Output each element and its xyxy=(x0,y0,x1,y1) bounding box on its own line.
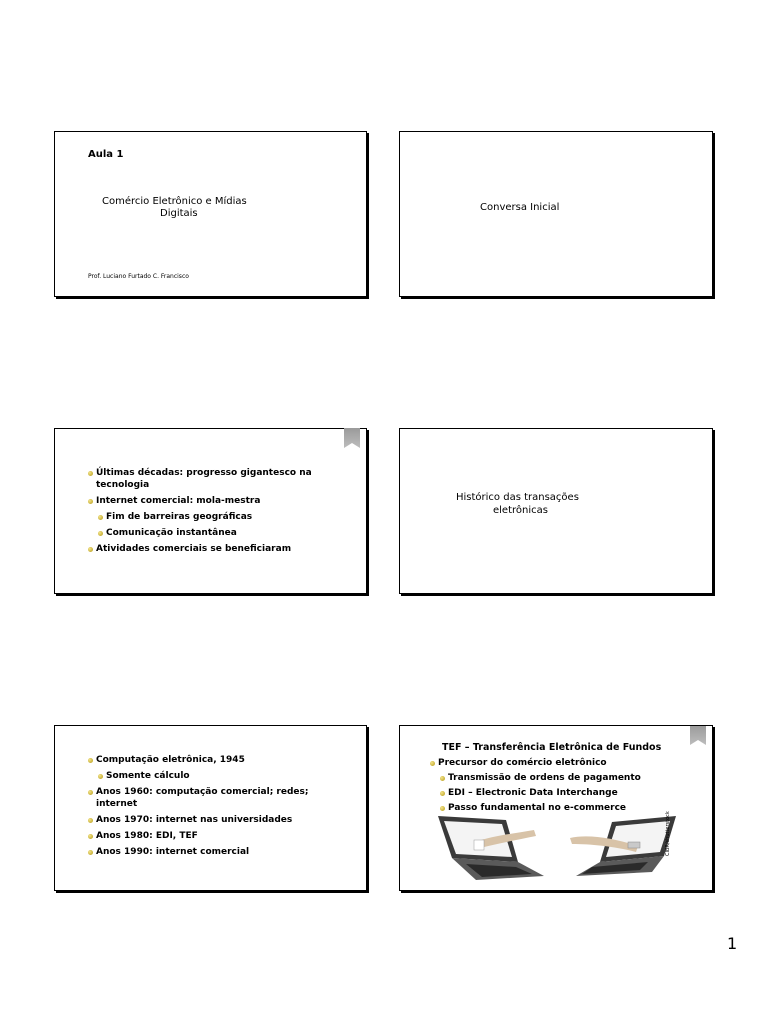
bullet-icon xyxy=(440,776,445,781)
bullet-icon xyxy=(88,547,93,552)
bullet-icon xyxy=(88,818,93,823)
list-item-continued: internet xyxy=(96,799,138,809)
bullet-icon xyxy=(440,806,445,811)
slide-conversa-inicial xyxy=(399,131,713,297)
slide-progress xyxy=(54,428,367,594)
list-item-continued: tecnologia xyxy=(96,480,150,490)
list-item: Atividades comerciais se beneficiaram xyxy=(88,543,312,555)
slide-heading-line2: eletrônicas xyxy=(493,505,548,516)
list-item: Precursor do comércio eletrônico xyxy=(430,757,641,769)
slide-timeline xyxy=(54,725,367,891)
bullet-list xyxy=(88,754,308,862)
list-item: Anos 1970: internet nas universidades xyxy=(88,814,308,826)
bullet-icon xyxy=(440,791,445,796)
image-credit: CIBR/shutterstock xyxy=(665,811,671,856)
slide-historico xyxy=(399,428,713,594)
slide-title xyxy=(54,131,367,297)
slide-tef xyxy=(399,725,713,891)
laptop-hand-left-image xyxy=(436,812,551,884)
list-item: Comunicação instantânea xyxy=(98,527,312,539)
list-item: Transmissão de ordens de pagamento xyxy=(440,772,641,784)
bullet-icon xyxy=(98,531,103,536)
bullet-icon xyxy=(98,774,103,779)
list-item: Somente cálculo xyxy=(98,770,308,782)
bullet-icon xyxy=(88,758,93,763)
list-item: Anos 1960: computação comercial; redes; xyxy=(88,786,308,798)
list-item: EDI – Electronic Data Interchange xyxy=(440,787,641,799)
card-icon xyxy=(628,842,640,848)
list-item: Anos 1980: EDI, TEF xyxy=(88,830,308,842)
bullet-icon xyxy=(98,515,103,520)
slide-heading: Conversa Inicial xyxy=(480,202,560,213)
bullet-icon xyxy=(88,834,93,839)
bullet-icon xyxy=(88,790,93,795)
bookmark-icon xyxy=(344,428,360,448)
course-title-line2: Digitais xyxy=(160,208,198,219)
bullet-list xyxy=(88,467,312,559)
laptop-hand-right-image xyxy=(568,812,678,884)
bullet-icon xyxy=(430,761,435,766)
course-title-line1: Comércio Eletrônico e Mídias xyxy=(102,196,247,207)
list-item: Passo fundamental no e-commerce xyxy=(440,802,641,814)
bullet-list xyxy=(430,757,641,817)
list-item: Fim de barreiras geográficas xyxy=(98,511,312,523)
slide-heading: TEF – Transferência Eletrônica de Fundos xyxy=(442,742,662,753)
author: Prof. Luciano Furtado C. Francisco xyxy=(88,273,189,280)
bullet-icon xyxy=(88,471,93,476)
bullet-icon xyxy=(88,850,93,855)
bookmark-icon xyxy=(690,725,706,745)
list-item: Anos 1990: internet comercial xyxy=(88,846,308,858)
bullet-icon xyxy=(88,499,93,504)
lesson-label: Aula 1 xyxy=(88,149,124,160)
slide-heading-line1: Histórico das transações xyxy=(456,492,579,503)
list-item: Últimas décadas: progresso gigantesco na xyxy=(88,467,312,479)
sleeve xyxy=(474,840,484,850)
list-item: Computação eletrônica, 1945 xyxy=(88,754,308,766)
page-number: 1 xyxy=(727,934,738,953)
list-item: Internet comercial: mola-mestra xyxy=(88,495,312,507)
